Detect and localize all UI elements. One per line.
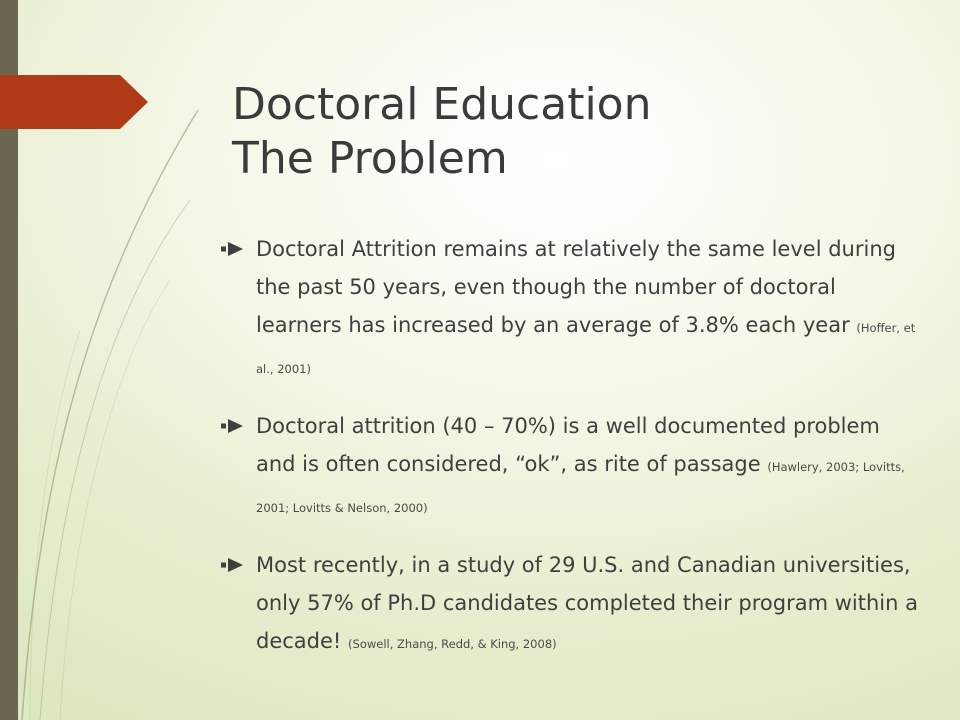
bullet-item (218, 546, 918, 663)
arrow-bullet-icon (220, 242, 244, 256)
bullet-item (218, 407, 918, 527)
title-line-2: The Problem (232, 133, 508, 184)
slide-title (232, 78, 932, 186)
title-accent-tab (0, 75, 148, 129)
bullet-text: Most recently, in a study of 29 U.S. and Canadian universities, only 57% of Ph.D candidates completed their program within a decade! (256, 553, 918, 653)
bullet-text: Doctoral attrition (40 – 70%) is a well documented problem and is often considered, “ok”, as rite of passage (256, 414, 880, 476)
bullet-item (218, 230, 918, 388)
title-line-1: Doctoral Education (232, 79, 652, 130)
arrow-bullet-icon (220, 419, 244, 433)
citation: (Sowell, Zhang, Redd, & King, 2008) (348, 637, 557, 651)
bullet-text: Doctoral Attrition remains at relatively the same level during the past 50 years, even though the number of doctoral learners has increased by an average of 3.8% each year (256, 237, 896, 337)
bullet-list (218, 230, 918, 682)
arrow-bullet-icon (220, 558, 244, 572)
citation: (Hawlery, 2003; Lovitts, 2001; Lovitts & Nelson, 2000) (256, 460, 905, 515)
citation: (Hoffer, et al., 2001) (256, 321, 916, 376)
